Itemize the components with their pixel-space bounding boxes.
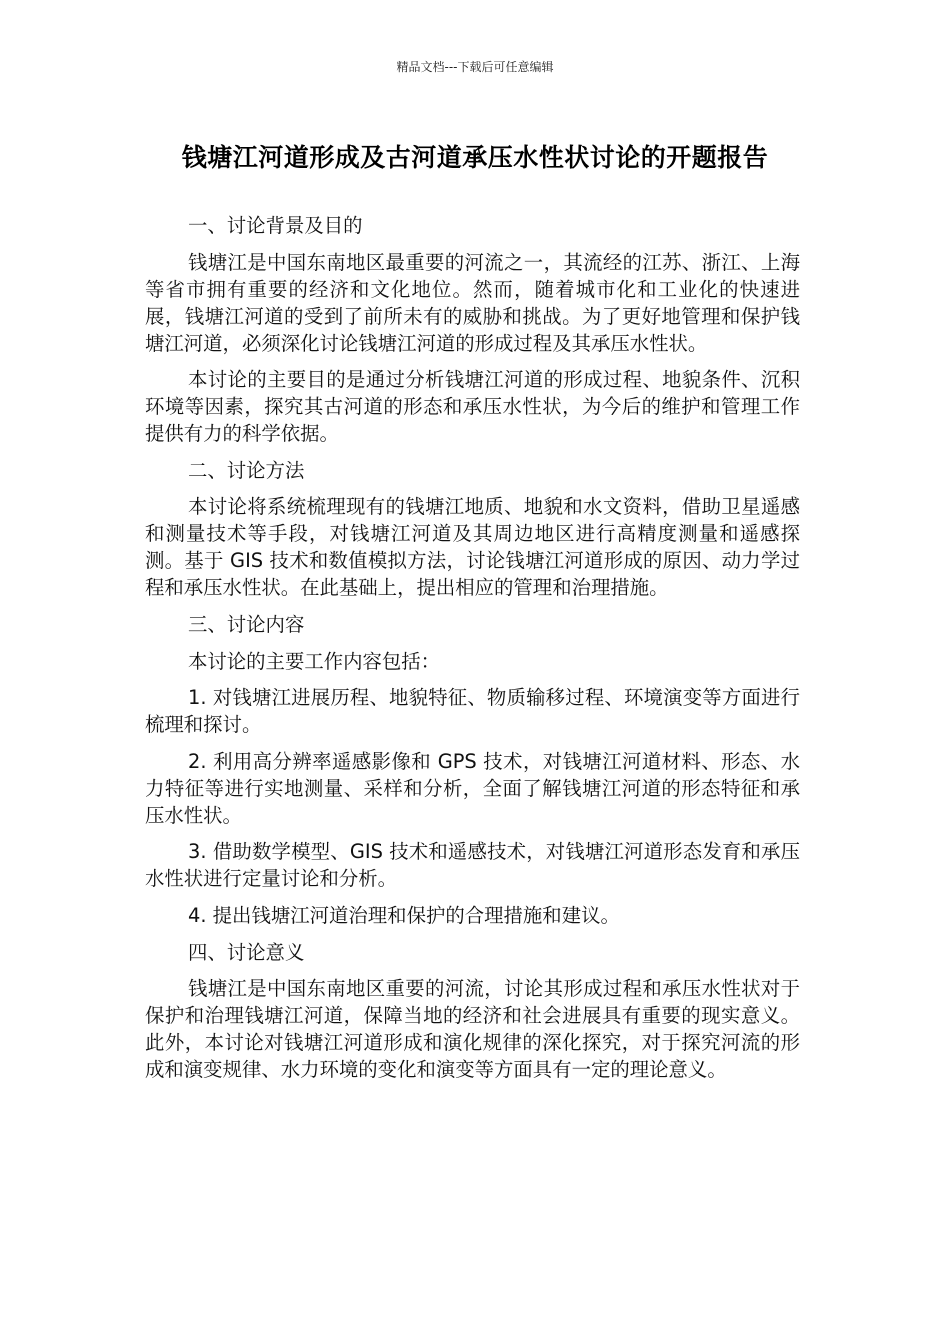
section-heading-methods: 二、讨论方法 <box>188 458 305 482</box>
document-body <box>145 212 800 1093</box>
list-item-3: 3. 借助数学模型、GIS 技术和遥感技术，对钱塘江河道形态发育和承压水性状进行定量讨论和分析。 <box>145 840 800 891</box>
paragraph-background-1: 钱塘江是中国东南地区最重要的河流之一，其流经的江苏、浙江、上海等省市拥有重要的经济和文化地位。然而，随着城市化和工业化的快速进展，钱塘江河道的受到了前所未有的威胁和挑战。为了更好地管理和保护钱塘江河道，必须深化讨论钱塘江河道的形成过程及其承压水性状。 <box>145 250 800 355</box>
list-item-1: 1. 对钱塘江进展历程、地貌特征、物质输移过程、环境演变等方面进行梳理和探讨。 <box>145 686 800 737</box>
list-item-2: 2. 利用高分辨率遥感影像和 GPS 技术，对钱塘江河道材料、形态、水力特征等进行实地测量、采样和分析，全面了解钱塘江河道的形态特征和承压水性状。 <box>145 749 800 827</box>
section-heading-significance: 四、讨论意义 <box>188 940 305 964</box>
section-heading-content: 三、讨论内容 <box>188 612 305 636</box>
paragraph-content-intro: 本讨论的主要工作内容包括： <box>188 649 441 673</box>
paragraph-background-2: 本讨论的主要目的是通过分析钱塘江河道的形成过程、地貌条件、沉积环境等因素，探究其古河道的形态和承压水性状，为今后的维护和管理工作提供有力的科学依据。 <box>145 368 800 446</box>
paragraph-methods: 本讨论将系统梳理现有的钱塘江地质、地貌和水文资料，借助卫星遥感和测量技术等手段，对钱塘江河道及其周边地区进行高精度测量和遥感探测。基于 GIS 技术和数值模拟方法，讨论钱塘江河道形成的原因、动力学过程和承压水性状。在此基础上，提出相应的管理和治理措施。 <box>145 495 800 600</box>
section-heading-background: 一、讨论背景及目的 <box>188 214 363 237</box>
document-title: 钱塘江河道形成及古河道承压水性状讨论的开题报告 <box>181 143 769 172</box>
page-header: 精品文档---下载后可任意编辑 <box>396 60 554 74</box>
list-item-4: 4. 提出钱塘江河道治理和保护的合理措施和建议。 <box>188 903 620 927</box>
paragraph-significance: 钱塘江是中国东南地区重要的河流，讨论其形成过程和承压水性状对于保护和治理钱塘江河道，保障当地的经济和社会进展具有重要的现实意义。此外，本讨论对钱塘江河道形成和演化规律的深化探究，对于探究河流的形成和演变规律、水力环境的变化和演变等方面具有一定的理论意义。 <box>145 977 800 1082</box>
